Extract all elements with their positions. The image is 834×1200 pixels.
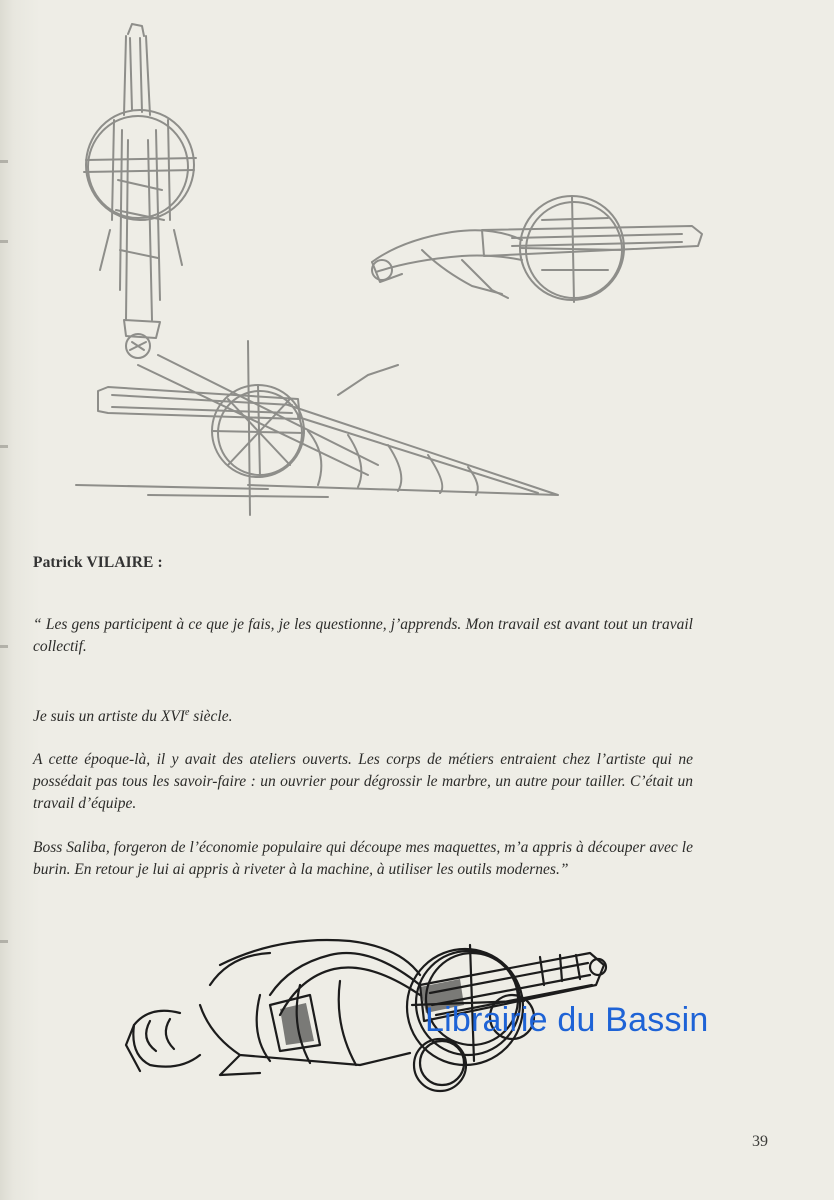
quote-paragraph-1: “ Les gens participent à ce que je fais, je les questionne, j’apprends. Mon travail est avant tout un travail collectif. (33, 616, 693, 655)
sketch-horizontal-figure (362, 190, 712, 320)
quote-paragraph-4: Boss Saliba, forgeron de l’économie populaire qui découpe mes maquettes, m’a appris à découper avec le burin. En retour je lui ai appris à riveter à la machine, à utiliser les outils modernes.” (33, 839, 693, 878)
century-superscript: e (184, 706, 190, 718)
quote-paragraph-3: A cette époque-là, il y avait des ateliers ouverts. Les corps de métiers entraient chez l’artiste qui ne possédait pas tous les savoir-faire : un ouvrier pour dégrossir le marbre, un autre pour tailler. C’était un travail d’équipe. (33, 751, 693, 812)
page-edge-mark (0, 645, 8, 648)
watermark: Librairie du Bassin (425, 1001, 709, 1039)
page-edge-mark (0, 940, 8, 943)
quote-paragraph-2-text: Je suis un artiste du XVI (33, 708, 185, 725)
sketch-vertical-figure (70, 20, 210, 365)
page-edge-mark (0, 160, 8, 163)
quote-paragraph-2-tail: siècle. (189, 708, 233, 725)
sketch-cannon-ramp (68, 335, 578, 520)
author-name: Patrick VILAIRE : (33, 554, 163, 571)
page-edge-mark (0, 445, 8, 448)
quote-paragraph-2 (33, 706, 693, 728)
page-edge-mark (0, 240, 8, 243)
page-number: 39 (752, 1133, 768, 1150)
